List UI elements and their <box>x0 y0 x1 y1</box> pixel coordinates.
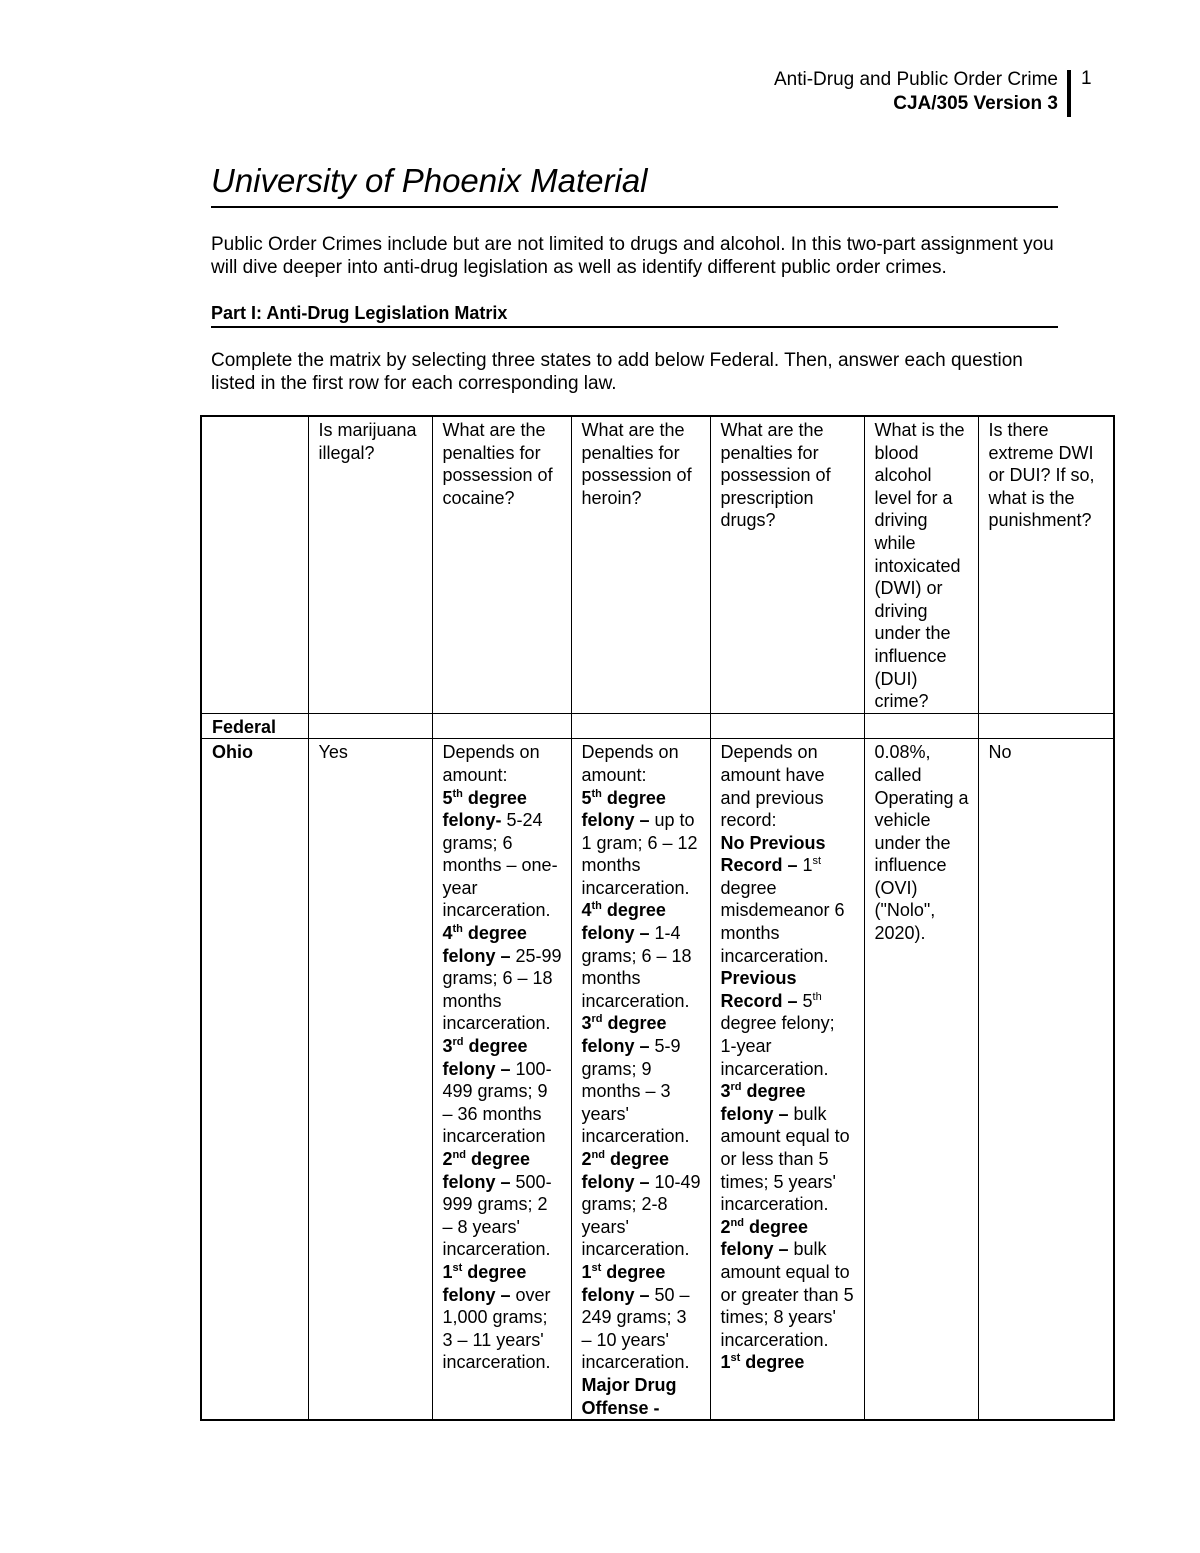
cocaine-f2-num: 2 <box>442 1149 453 1169</box>
heroin-f4-text: 1-4 grams; 6 – 18 months incarceration. <box>581 923 692 1011</box>
table-cell <box>571 713 710 739</box>
heroin-f1-label: degree felony – <box>581 1261 666 1305</box>
heroin-f2-sup: nd <box>591 1149 605 1161</box>
cocaine-f1-num: 1 <box>442 1261 453 1282</box>
rx-f1-sup: st <box>730 1352 741 1365</box>
rx-f2-sup: nd <box>730 1216 744 1229</box>
table-cell <box>978 713 1114 739</box>
table-row-federal <box>201 713 1114 739</box>
cocaine-f1-text: over 1,000 grams; 3 – 11 years' incarceration. <box>442 1284 551 1373</box>
table-cell <box>710 713 864 739</box>
rx-f1-label: degree <box>740 1352 805 1373</box>
cocaine-f5-num: 5 <box>442 787 453 808</box>
rx-np-sup: st <box>812 855 822 868</box>
intro-paragraph: Public Order Crimes include but are not limited to drugs and alcohol. In this two-part assignment you will dive deeper into anti-drug legislation as well as identify different public order crimes. <box>211 234 1054 278</box>
cocaine-f2-text: 500-999 grams; 2 – 8 years' incarceration. <box>442 1171 552 1260</box>
heroin-f4-num: 4 <box>581 900 592 921</box>
rx-f3-num: 3 <box>720 1081 731 1102</box>
rx-f2-text: bulk amount equal to or greater than 5 times; 8 years' incarceration. <box>720 1239 854 1350</box>
cocaine-f4-label: degree felony – <box>442 923 527 966</box>
heroin-f2-num: 2 <box>581 1149 592 1169</box>
table-cell <box>432 713 571 739</box>
header-cell-prescription: What are the penalties for possession of prescription drugs? <box>710 416 864 713</box>
cocaine-f3-num: 3 <box>442 1036 453 1057</box>
part1-heading: Part I: Anti-Drug Legislation Matrix <box>211 302 1058 328</box>
cell-ohio-heroin <box>571 739 710 1420</box>
instructions-paragraph: Complete the matrix by selecting three states to add below Federal. Then, answer each question listed in the first row for each corresponding law. <box>211 350 1023 394</box>
heroin-f5-label: degree felony – <box>581 787 666 831</box>
heroin-f5-sup: th <box>591 787 602 800</box>
table-cell <box>308 713 432 739</box>
rx-f2-label: degree felony – <box>720 1216 808 1260</box>
heroin-f3-sup: rd <box>591 1013 603 1026</box>
heroin-f3-num: 3 <box>581 1013 592 1034</box>
table-row-ohio <box>201 739 1114 1420</box>
rx-f1-num: 1 <box>720 1352 731 1373</box>
header-cell-cocaine: What are the penalties for possession of cocaine? <box>432 416 571 713</box>
heroin-f4-label: degree felony – <box>581 900 666 944</box>
cocaine-f3-label: degree felony – <box>442 1036 528 1079</box>
cocaine-f5-label: degree felony- <box>442 787 527 831</box>
rx-f2-num: 2 <box>720 1216 731 1237</box>
cell-ohio-extreme: No <box>978 739 1114 1420</box>
row-label-federal: Federal <box>201 713 308 739</box>
rx-np-text: degree misdemeanor 6 months incarceration. <box>720 877 845 966</box>
header-cell-empty <box>201 416 308 713</box>
heroin-f2-label: degree felony – <box>581 1149 669 1192</box>
heroin-f1-sup: st <box>591 1261 602 1274</box>
heroin-major: Major Drug Offense - <box>581 1374 677 1418</box>
rx-pr-sup: th <box>812 990 822 1003</box>
cell-ohio-marijuana: Yes <box>308 739 432 1420</box>
cocaine-f4-sup: th <box>452 923 463 936</box>
table-header-row <box>201 416 1114 713</box>
cocaine-f2-label: degree felony – <box>442 1149 530 1192</box>
cocaine-f1-sup: st <box>452 1261 463 1274</box>
rx-f3-sup: rd <box>730 1081 742 1094</box>
heroin-f1-num: 1 <box>581 1261 592 1282</box>
cocaine-f5-text: 5-24 grams; 6 months – one-year incarceration. <box>442 810 558 921</box>
rx-pr-num: 5 <box>797 990 813 1011</box>
legislation-matrix <box>200 415 1115 1421</box>
page-number: 1 <box>1081 68 1092 89</box>
cocaine-f2-sup: nd <box>452 1149 466 1161</box>
cell-ohio-prescription <box>710 739 864 1420</box>
cocaine-intro: Depends on amount: <box>442 742 540 785</box>
heroin-intro: Depends on amount: <box>581 742 679 785</box>
heroin-f3-text: 5-9 grams; 9 months – 3 years' incarceration. <box>581 1036 690 1147</box>
header-title: Anti-Drug and Public Order Crime <box>773 69 1058 90</box>
header-divider <box>1067 70 1071 117</box>
rx-intro: Depends on amount have and previous record: <box>720 742 825 831</box>
rx-pr-label: Previous Record – <box>720 968 798 1011</box>
heroin-f3-label: degree felony – <box>581 1013 667 1057</box>
cell-ohio-cocaine <box>432 739 571 1420</box>
header-cell-extreme: Is there extreme DWI or DUI? If so, what is the punishment? <box>978 416 1114 713</box>
cocaine-f4-text: 25-99 grams; 6 – 18 months incarceration. <box>442 945 562 1034</box>
header-cell-marijuana: Is marijuana illegal? <box>308 416 432 713</box>
cell-ohio-bac: 0.08%, called Operating a vehicle under the influence (OVI) ("Nolo", 2020). <box>864 739 978 1420</box>
cocaine-f3-sup: rd <box>452 1036 464 1049</box>
rx-np-num: 1 <box>797 855 813 876</box>
heroin-f2-text: 10-49 grams; 2-8 years' incarceration. <box>581 1171 701 1260</box>
rx-f3-text: bulk amount equal to or less than 5 times; 5 years' incarceration. <box>720 1103 850 1215</box>
heroin-f1-text: 50 – 249 grams; 3 – 10 years' incarceration. <box>581 1284 690 1373</box>
heroin-f5-text: up to 1 gram; 6 – 12 months incarceration. <box>581 810 698 898</box>
heroin-f4-sup: th <box>591 900 602 913</box>
cocaine-f3-text: 100-499 grams; 9 – 36 months incarceration <box>442 1058 552 1147</box>
cocaine-f4-num: 4 <box>442 923 453 944</box>
cocaine-f5-sup: th <box>452 787 463 800</box>
document-title: University of Phoenix Material <box>211 160 1058 208</box>
header-subtitle: CJA/305 Version 3 <box>893 93 1058 114</box>
row-label-ohio: Ohio <box>201 739 308 1420</box>
cocaine-f1-label: degree felony – <box>442 1261 527 1305</box>
heroin-f5-num: 5 <box>581 787 592 808</box>
table-cell <box>864 713 978 739</box>
header-cell-heroin: What are the penalties for possession of heroin? <box>571 416 710 713</box>
rx-np-label: No Previous Record – <box>720 832 826 876</box>
rx-pr-text: degree felony; 1-year incarceration. <box>720 1013 835 1079</box>
rx-f3-label: degree felony – <box>720 1081 806 1124</box>
header-cell-bac: What is the blood alcohol level for a driving while intoxicated (DWI) or driving under the influence (DUI) crime? <box>864 416 978 713</box>
